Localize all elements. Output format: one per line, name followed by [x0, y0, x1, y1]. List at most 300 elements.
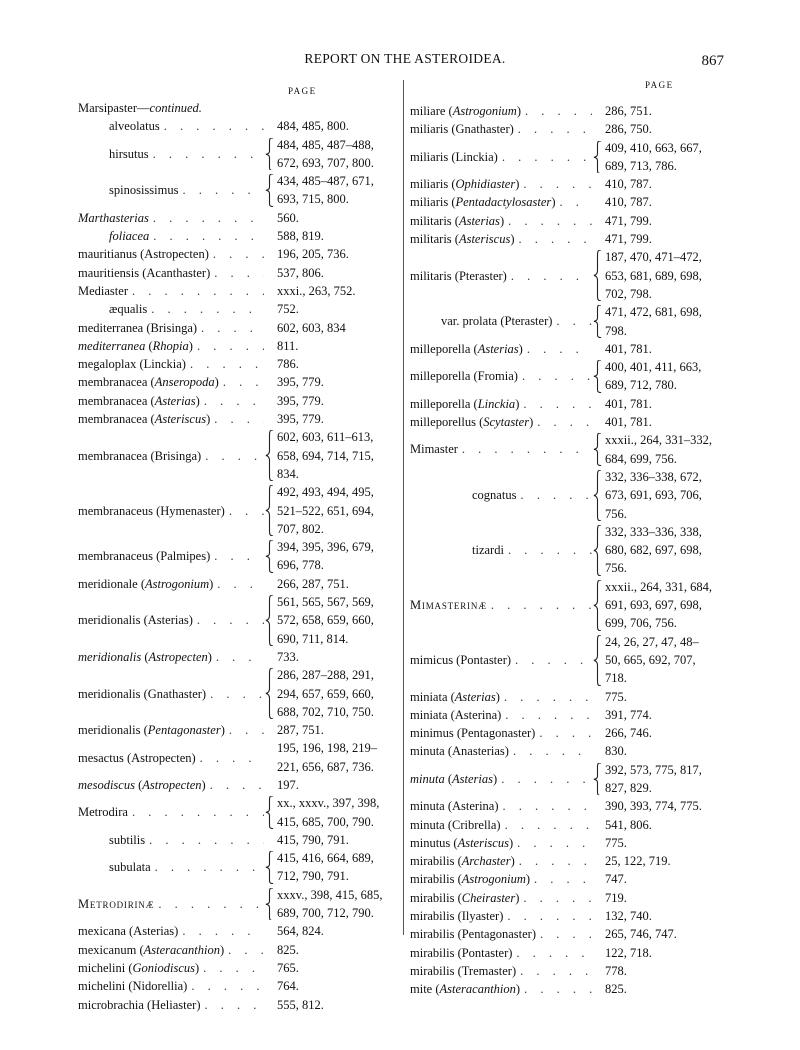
- index-entry: [410, 248, 730, 303]
- page-references: [592, 907, 730, 925]
- index-entry: [410, 816, 730, 834]
- entry-name: milleporella (Asterias) . . .: [410, 340, 592, 358]
- leader-dots: [132, 282, 264, 300]
- brace: [592, 761, 602, 798]
- page-references: [592, 980, 730, 998]
- page-reference-line: 688, 702, 710, 750.: [277, 704, 374, 719]
- index-entry: [410, 102, 730, 120]
- leader-dots: [210, 685, 264, 703]
- index-entry: [78, 282, 398, 300]
- page-references: [274, 666, 398, 721]
- page-references: [602, 431, 730, 468]
- page-reference-line: 786.: [277, 357, 299, 372]
- entry-name: militaris (Asterias) . . .: [410, 212, 592, 230]
- page-references: [602, 578, 730, 633]
- brace: [264, 849, 274, 886]
- brace: [264, 136, 274, 173]
- brace: [592, 358, 602, 395]
- leader-dots: [151, 300, 264, 318]
- entry-name: miniata (Asterias) . . .: [410, 688, 592, 706]
- entry-name: mirabilis (Pontaster) . . .: [410, 944, 592, 962]
- entry-name: mirabilis (Tremaster) . . .: [410, 962, 592, 980]
- leader-dots: [522, 367, 592, 385]
- page-reference-line: 572, 658, 659, 660,: [277, 613, 374, 628]
- page-reference-line: 830.: [605, 744, 627, 759]
- page-reference-line: 395, 779.: [277, 412, 324, 427]
- entry-name: Marthasterias . . .: [78, 209, 264, 227]
- page-references: [264, 941, 398, 959]
- index-entry: [78, 337, 398, 355]
- page-reference-line: 719.: [605, 890, 627, 905]
- page-number: 867: [701, 53, 724, 69]
- index-entry: [78, 264, 398, 282]
- page-references: [592, 230, 730, 248]
- page-reference-line: 561, 565, 567, 569,: [277, 595, 374, 610]
- page-references: [602, 523, 730, 578]
- page-reference-line: xxxi., 263, 752.: [277, 283, 356, 298]
- index-entry: [78, 922, 398, 940]
- index-entry: [410, 468, 730, 523]
- page-column-label: PAGE: [288, 86, 317, 96]
- leader-dots: [534, 870, 592, 888]
- page-references: [264, 721, 398, 739]
- leader-dots: [214, 410, 264, 428]
- entry-name: alveolatus . . .: [78, 117, 264, 135]
- page-references: [592, 395, 730, 413]
- leader-dots: [153, 209, 264, 227]
- entry-name: Mimaster . . .: [410, 440, 592, 458]
- entry-name: miniata (Asterina) . . .: [410, 706, 592, 724]
- entry-name: Metrodirinæ . . .: [78, 895, 264, 913]
- index-entry: [410, 889, 730, 907]
- leader-dots: [556, 312, 592, 330]
- page-reference-line: 689, 712, 780.: [605, 378, 677, 393]
- page-reference-line: 696, 778.: [277, 558, 324, 573]
- page-reference-line: 221, 656, 687, 736.: [277, 759, 374, 774]
- page-references: [264, 996, 398, 1014]
- leader-dots: [503, 797, 592, 815]
- page-references: [264, 392, 398, 410]
- leader-dots: [158, 895, 264, 913]
- index-entry: [410, 944, 730, 962]
- page-reference-line: 484, 485, 800.: [277, 119, 349, 134]
- page-references: [264, 410, 398, 428]
- leader-dots: [223, 373, 264, 391]
- page-reference-line: 765.: [277, 960, 299, 975]
- index-entry: [410, 431, 730, 468]
- leader-dots: [559, 193, 592, 211]
- page-reference-line: 410, 787.: [605, 195, 652, 210]
- leader-dots: [501, 770, 592, 788]
- entry-name: militaris (Pteraster) . . .: [410, 267, 592, 285]
- leader-dots: [523, 889, 592, 907]
- page-references: [592, 193, 730, 211]
- page-reference-line: 294, 657, 659, 660,: [277, 686, 374, 701]
- running-header-title: REPORT ON THE ASTEROIDEA.: [304, 51, 506, 66]
- page-reference-line: 391, 774.: [605, 707, 652, 722]
- page-references: [264, 245, 398, 263]
- page-reference-line: 684, 699, 756.: [605, 451, 677, 466]
- entry-name: michelini (Nidorellia) . . .: [78, 977, 264, 995]
- index-entry: [78, 172, 398, 209]
- index-entry: [78, 355, 398, 373]
- index-entry: [78, 849, 398, 886]
- page-references: [264, 319, 398, 337]
- index-entry: [78, 373, 398, 391]
- leader-dots: [190, 355, 264, 373]
- page-reference-line: 492, 493, 494, 495,: [277, 485, 374, 500]
- leader-dots: [519, 852, 592, 870]
- index-entry: [410, 413, 730, 431]
- page-reference-line: 266, 746.: [605, 726, 652, 741]
- page-reference-line: 555, 812.: [277, 997, 324, 1012]
- entry-name: tizardi . . .: [410, 541, 592, 559]
- brace: [592, 633, 602, 688]
- leader-dots: [519, 230, 592, 248]
- leader-dots: [164, 117, 264, 135]
- page-reference-line: 286, 287–288, 291,: [277, 668, 374, 683]
- page-references: [592, 688, 730, 706]
- page-reference-line: 390, 393, 774, 775.: [605, 799, 702, 814]
- leader-dots: [229, 721, 264, 739]
- index-column-right: [410, 80, 730, 997]
- leader-dots: [517, 834, 592, 852]
- index-entry: [410, 925, 730, 943]
- index-entry: [78, 794, 398, 831]
- brace-icon: [593, 525, 602, 576]
- leader-dots: [200, 749, 264, 767]
- page-reference-line: 471, 799.: [605, 213, 652, 228]
- page-references: [264, 648, 398, 666]
- page-reference-line: 415, 685, 700, 790.: [277, 814, 374, 829]
- page-references: [592, 852, 730, 870]
- page-reference-line: 747.: [605, 872, 627, 887]
- brace-icon: [265, 430, 274, 481]
- leader-dots: [537, 413, 592, 431]
- entry-name: meridionalis (Astropecten) . . .: [78, 648, 264, 666]
- page-references: [592, 120, 730, 138]
- page-reference-line: xxxv., 398, 415, 685,: [277, 887, 383, 902]
- entry-name: mimicus (Pontaster) . . .: [410, 651, 592, 669]
- leader-dots: [518, 120, 592, 138]
- entry-name: minuta (Anasterias) . . .: [410, 742, 592, 760]
- brace-icon: [265, 595, 274, 646]
- page-reference-line: 332, 333–336, 338,: [605, 524, 702, 539]
- brace-icon: [593, 635, 602, 686]
- entry-name: microbrachia (Heliaster) . . .: [78, 996, 264, 1014]
- page-reference-line: 122, 718.: [605, 945, 652, 960]
- entry-name: milleporella (Linckia) . . .: [410, 395, 592, 413]
- page-references: [264, 959, 398, 977]
- index-entry: [410, 303, 730, 340]
- entry-name: var. prolata (Pteraster) . . .: [410, 312, 592, 330]
- leader-dots: [217, 575, 264, 593]
- entry-list: [410, 102, 730, 999]
- entry-name: Metrodira . . .: [78, 803, 264, 821]
- index-entry: [410, 578, 730, 633]
- brace-icon: [265, 668, 274, 719]
- brace-icon: [265, 540, 274, 573]
- page-reference-line: 409, 410, 663, 667,: [605, 140, 702, 155]
- brace-icon: [593, 250, 602, 301]
- leader-dots: [213, 245, 264, 263]
- leader-dots: [153, 227, 264, 245]
- leader-dots: [504, 688, 592, 706]
- leader-dots: [508, 212, 592, 230]
- leader-dots: [505, 706, 592, 724]
- entry-name: meridionalis (Gnathaster) . . .: [78, 685, 264, 703]
- brace: [264, 666, 274, 721]
- leader-dots: [520, 486, 592, 504]
- page-references: [592, 706, 730, 724]
- leader-dots: [520, 962, 592, 980]
- index-entry: [78, 739, 398, 776]
- page-reference-line: 401, 781.: [605, 396, 652, 411]
- leader-dots: [516, 944, 592, 962]
- page-references: [602, 761, 730, 798]
- index-entry: [410, 120, 730, 138]
- entry-name: mirabilis (Archaster) . . .: [410, 852, 592, 870]
- page-references: [264, 264, 398, 282]
- page-references: [264, 355, 398, 373]
- page-reference-line: 392, 573, 775, 817,: [605, 762, 702, 777]
- page-references: [274, 428, 398, 483]
- page-reference-line: 691, 693, 697, 698,: [605, 598, 702, 613]
- page-column-label: PAGE: [645, 80, 674, 90]
- page-reference-line: 690, 711, 814.: [277, 631, 349, 646]
- index-entry: [410, 340, 730, 358]
- index-entry: [78, 209, 398, 227]
- leader-dots: [216, 648, 264, 666]
- brace-icon: [593, 763, 602, 796]
- brace-icon: [265, 485, 274, 536]
- entry-name: membranacea (Asterias) . . .: [78, 392, 264, 410]
- page-reference-line: 521–522, 651, 694,: [277, 503, 374, 518]
- leader-dots: [205, 447, 264, 465]
- leader-dots: [505, 816, 592, 834]
- page-references: [264, 117, 398, 135]
- page-reference-line: 560.: [277, 210, 299, 225]
- page-reference-line: 395, 779.: [277, 375, 324, 390]
- page-reference-line: 756.: [605, 506, 627, 521]
- leader-dots: [197, 611, 264, 629]
- brace: [592, 523, 602, 578]
- page-reference-line: 197.: [277, 777, 299, 792]
- index-entry: [410, 980, 730, 998]
- brace: [592, 248, 602, 303]
- page-references: [264, 739, 398, 776]
- index-entry: [78, 319, 398, 337]
- index-entry: [78, 483, 398, 538]
- index-entry: [78, 666, 398, 721]
- index-entry: [78, 392, 398, 410]
- leader-dots: [462, 440, 592, 458]
- page-references: [264, 373, 398, 391]
- page-references: [274, 136, 398, 173]
- entry-name: Marsipaster—continued.: [78, 101, 202, 115]
- entry-name: milleporella (Fromia) . . .: [410, 367, 592, 385]
- leader-dots: [523, 175, 592, 193]
- index-entry: [410, 761, 730, 798]
- entry-list: [78, 99, 398, 1014]
- entry-name: mesactus (Astropecten) . . .: [78, 749, 264, 767]
- page-reference-line: 25, 122, 719.: [605, 854, 671, 869]
- leader-dots: [502, 148, 592, 166]
- entry-name: miliaris (Ophidiaster) . . .: [410, 175, 592, 193]
- leader-dots: [524, 980, 592, 998]
- entry-name: milleporellus (Scytaster) . . .: [410, 413, 592, 431]
- page-reference-line: 394, 395, 396, 679,: [277, 540, 374, 555]
- index-entry: [410, 962, 730, 980]
- page-references: [274, 483, 398, 538]
- leader-dots: [540, 925, 592, 943]
- page-reference-line: 50, 665, 692, 707,: [605, 652, 696, 667]
- page-reference-line: 588, 819.: [277, 229, 324, 244]
- entry-name: membranacea (Anseropoda) . . .: [78, 373, 264, 391]
- entry-name: meridionale (Astrogonium) . . .: [78, 575, 264, 593]
- leader-dots: [507, 907, 592, 925]
- page-references: [592, 834, 730, 852]
- page-reference-line: 718.: [605, 671, 627, 686]
- index-entry: [78, 538, 398, 575]
- page-reference-line: 484, 485, 487–488,: [277, 137, 374, 152]
- page-reference-line: 653, 681, 689, 698,: [605, 268, 702, 283]
- page-reference-line: 764.: [277, 979, 299, 994]
- entry-name: minuta (Asterina) . . .: [410, 797, 592, 815]
- leader-dots: [228, 941, 264, 959]
- page-references: [274, 849, 398, 886]
- leader-dots: [191, 977, 264, 995]
- entry-name: mauritiensis (Acanthaster) . . .: [78, 264, 264, 282]
- page-references: [592, 870, 730, 888]
- brace: [264, 428, 274, 483]
- index-entry: [78, 245, 398, 263]
- page-references: [592, 102, 730, 120]
- entry-name: mauritianus (Astropecten) . . .: [78, 245, 264, 263]
- page-reference-line: 756.: [605, 561, 627, 576]
- entry-name: membranacea (Asteriscus) . . .: [78, 410, 264, 428]
- page-references: [264, 776, 398, 794]
- page-reference-line: 415, 416, 664, 689,: [277, 851, 374, 866]
- page-reference-line: xxxii., 264, 331–332,: [605, 433, 712, 448]
- brace-icon: [265, 851, 274, 884]
- index-entry: [410, 212, 730, 230]
- entry-name: mexicana (Asterias) . . .: [78, 922, 264, 940]
- leader-dots: [511, 267, 592, 285]
- leader-dots: [155, 858, 264, 876]
- brace: [592, 468, 602, 523]
- entry-name: mediterranea (Brisinga) . . .: [78, 319, 264, 337]
- page-reference-line: 286, 750.: [605, 122, 652, 137]
- page-reference-line: 471, 799.: [605, 232, 652, 247]
- page-reference-line: 541, 806.: [605, 817, 652, 832]
- page-references: [592, 797, 730, 815]
- index-entry: [78, 410, 398, 428]
- page-references: [602, 633, 730, 688]
- entry-name: membranaceus (Hymenaster) . . .: [78, 502, 264, 520]
- brace-icon: [593, 433, 602, 466]
- page-reference-line: 564, 824.: [277, 924, 324, 939]
- page-reference-line: 287, 751.: [277, 723, 324, 738]
- index-entry: [78, 136, 398, 173]
- index-entry: [410, 139, 730, 176]
- index-entry: [78, 977, 398, 995]
- leader-dots: [525, 102, 592, 120]
- entry-name: membranaceus (Palmipes) . . .: [78, 547, 264, 565]
- brace-icon: [593, 141, 602, 174]
- leader-dots: [149, 831, 264, 849]
- page-reference-line: 602, 603, 611–613,: [277, 430, 374, 445]
- leader-dots: [214, 547, 264, 565]
- entry-name: spinosissimus . . .: [78, 181, 264, 199]
- entry-name: miliaris (Pentadactylosaster) . . .: [410, 193, 592, 211]
- entry-name: miliaris (Linckia) . . .: [410, 148, 592, 166]
- page-references: [592, 413, 730, 431]
- page-references: [592, 212, 730, 230]
- page-references: [264, 337, 398, 355]
- entry-name: hirsutus . . .: [78, 145, 264, 163]
- page-reference-line: 415, 790, 791.: [277, 832, 349, 847]
- index-entry: [410, 706, 730, 724]
- leader-dots: [491, 596, 592, 614]
- page-reference-line: 400, 401, 411, 663,: [605, 360, 702, 375]
- page-references: [264, 922, 398, 940]
- index-entry: [410, 358, 730, 395]
- index-entry: [78, 593, 398, 648]
- brace: [592, 139, 602, 176]
- brace: [592, 578, 602, 633]
- page-reference-line: 658, 694, 714, 715,: [277, 448, 374, 463]
- entry-name: subulata . . .: [78, 858, 264, 876]
- page-reference-line: 778.: [605, 963, 627, 978]
- page-reference-line: 395, 779.: [277, 393, 324, 408]
- entry-name: mirabilis (Pentagonaster) . . .: [410, 925, 592, 943]
- index-entry: [78, 648, 398, 666]
- page-reference-line: 689, 713, 786.: [605, 158, 677, 173]
- index-entry: [78, 99, 398, 117]
- brace: [264, 886, 274, 923]
- leader-dots: [539, 724, 592, 742]
- page-reference-line: 434, 485–487, 671,: [277, 174, 374, 189]
- page-references: [592, 742, 730, 760]
- page-references: [602, 303, 730, 340]
- page-reference-line: 401, 781.: [605, 415, 652, 430]
- index-entry: [410, 193, 730, 211]
- page-reference-line: 265, 746, 747.: [605, 927, 677, 942]
- entry-name: miliare (Astrogonium) . . .: [410, 102, 592, 120]
- entry-name: Mediaster . . .: [78, 282, 264, 300]
- entry-name: minimus (Pentagonaster) . . .: [410, 724, 592, 742]
- index-entry: [78, 575, 398, 593]
- leader-dots: [204, 392, 264, 410]
- index-entry: [410, 870, 730, 888]
- index-entry: [78, 428, 398, 483]
- page-references: [602, 468, 730, 523]
- leader-dots: [229, 502, 264, 520]
- brace: [264, 538, 274, 575]
- leader-dots: [153, 145, 264, 163]
- page-reference-line: 286, 751.: [605, 104, 652, 118]
- page-reference-line: 775.: [605, 835, 627, 850]
- column-divider: [403, 80, 404, 935]
- index-entry: [78, 886, 398, 923]
- page-references: [592, 962, 730, 980]
- entry-name: miliaris (Gnathaster) . . .: [410, 120, 592, 138]
- index-entry: [410, 797, 730, 815]
- entry-name: mirabilis (Cheiraster) . . .: [410, 889, 592, 907]
- index-entry: [410, 633, 730, 688]
- leader-dots: [513, 742, 592, 760]
